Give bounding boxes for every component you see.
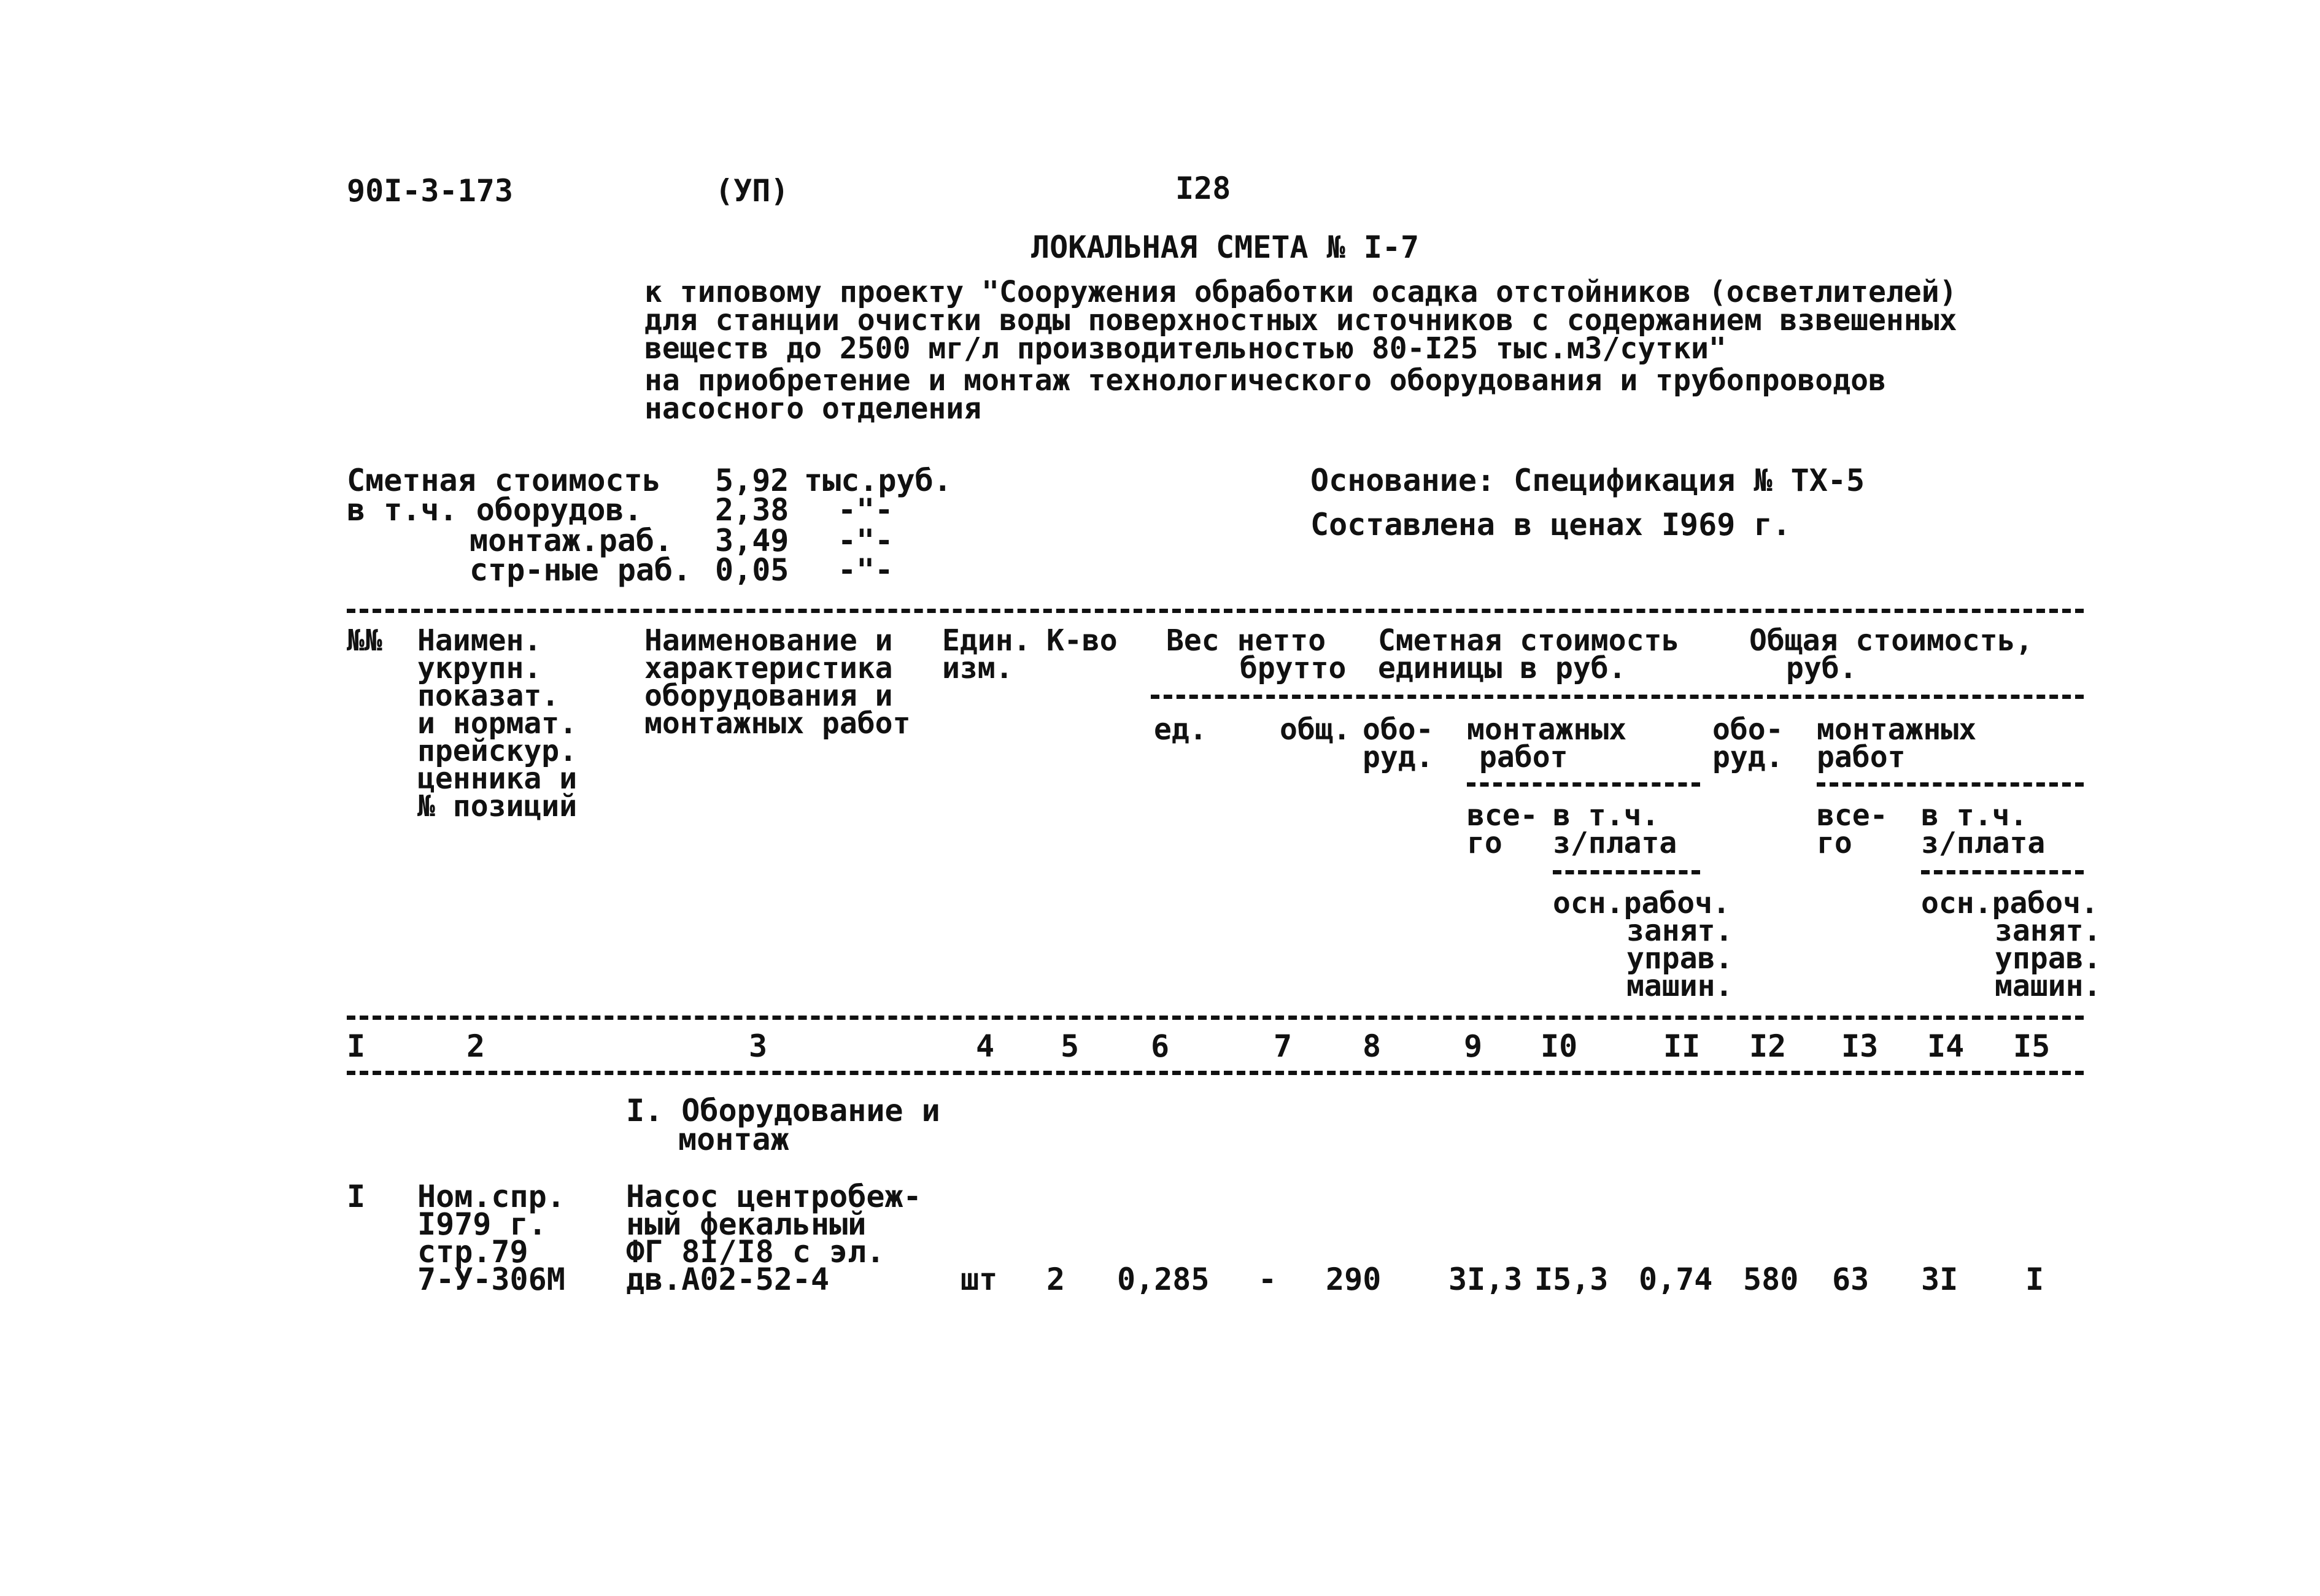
col-weight-header-line: брутто: [1240, 651, 1347, 685]
col-ref-header-line: прейскур.: [417, 734, 578, 768]
col-number: 9: [1464, 1028, 1483, 1064]
col-name-header-line: монтажных работ: [644, 706, 911, 741]
col-number: I4: [1927, 1028, 1965, 1064]
col-montage-total-header-line: работ: [1817, 740, 1906, 774]
prices-text: Составлена в ценах I969 г.: [1310, 507, 1791, 542]
col-unit-cost-header-line: единицы в руб.: [1378, 651, 1626, 685]
col-wage-unit-sub-line: осн.рабоч.: [1553, 886, 1730, 920]
col-all-unit-header-line: го: [1467, 826, 1502, 860]
cost-value: 5,92: [715, 463, 789, 498]
col-number: 3: [749, 1028, 768, 1064]
row-ref-line: I979 г.: [417, 1206, 547, 1242]
row-machine-unit: 0,74: [1639, 1262, 1713, 1297]
col-equip-total-header-line: обо-: [1712, 712, 1784, 747]
col-wage-total-sub-line: занят.: [1995, 914, 2102, 948]
col-ref-header-line: показат.: [417, 679, 560, 713]
col-all-unit-header-line: все-: [1467, 798, 1538, 833]
col-number: 6: [1151, 1028, 1170, 1064]
subtitle-line: для станции очистки воды поверхностных источников с содержанием взвешенных: [644, 303, 1957, 337]
row-equip-unit: 290: [1326, 1262, 1382, 1297]
row-qty: 2: [1046, 1262, 1065, 1297]
subtitle-line: веществ до 2500 мг/л производительностью 80-I25 тыс.м3/сутки": [644, 331, 1726, 366]
row-weight-unit: 0,285: [1117, 1262, 1210, 1297]
cost-label: Сметная стоимость: [347, 463, 661, 498]
row-number: I: [347, 1179, 366, 1214]
edition-mark: (УП): [715, 173, 789, 209]
table-top-rule: [347, 609, 2084, 613]
col-all-total-header-line: го: [1817, 826, 1852, 860]
subtitle-line: к типовому проекту "Сооружения обработки осадка отстойников (осветлителей): [644, 275, 1957, 309]
col-montage-unit-header-line: работ: [1479, 740, 1568, 774]
col-ref-header-line: № позиций: [417, 789, 578, 823]
row-name-line: Насос центробеж-: [626, 1179, 922, 1214]
col-number: I0: [1541, 1028, 1578, 1064]
col-unit-cost-header-line: Сметная стоимость: [1378, 623, 1680, 658]
cost-unit: тыс.руб.: [804, 463, 952, 498]
col-wage-total-header-line: в т.ч.: [1921, 798, 2028, 833]
row-wage-unit: I5,3: [1534, 1262, 1609, 1297]
col-numbers-rule: [347, 1071, 2084, 1075]
section-heading: монтаж: [678, 1122, 789, 1157]
col-wage-unit-sub-line: управ.: [1626, 941, 1733, 976]
col-number: I5: [2013, 1028, 2051, 1064]
col-weight-header-line: Вес нетто: [1166, 623, 1326, 658]
col-number: I2: [1749, 1028, 1787, 1064]
col-name-header-line: характеристика: [644, 651, 893, 685]
montage-value: 3,49: [715, 523, 789, 558]
header-subrule: [1921, 870, 2084, 874]
row-montage-total: 63: [1832, 1262, 1870, 1297]
col-montage-total-header-line: монтажных: [1817, 712, 1977, 747]
doc-code: 90I-3-173: [347, 173, 513, 209]
ditto-mark: -"-: [838, 523, 894, 558]
col-qty-header: К-во: [1046, 623, 1118, 658]
col-wage-total-sub-line: осн.рабоч.: [1921, 886, 2098, 920]
col-unit-header-line: Един.: [942, 623, 1031, 658]
construction-value: 0,05: [715, 552, 789, 588]
header-bottom-rule: [347, 1016, 2084, 1020]
col-wage-unit-sub-line: машин.: [1626, 969, 1733, 1003]
col-ref-header-line: Наимен.: [417, 623, 542, 658]
row-wage-total: 3I: [1921, 1262, 1958, 1297]
col-wage-unit-sub-line: занят.: [1626, 914, 1733, 948]
header-subrule: [1817, 782, 2084, 787]
col-equip-unit-header-line: обо-: [1363, 712, 1434, 747]
subtitle-line: насосного отделения: [644, 391, 982, 426]
row-ref-line: стр.79: [417, 1234, 528, 1270]
basis-text: Основание: Спецификация № ТХ-5: [1310, 463, 1865, 498]
col-ref-header-line: ценника и: [417, 761, 578, 796]
row-machine-total: I: [2025, 1262, 2044, 1297]
col-wage-unit-header-line: з/плата: [1553, 826, 1677, 860]
col-no-header: №№: [347, 623, 382, 658]
montage-label: монтаж.раб.: [470, 523, 673, 558]
col-number: 4: [976, 1028, 995, 1064]
row-ref-line: 7-У-306М: [417, 1262, 565, 1297]
page-number: I28: [1175, 171, 1231, 206]
col-wage-unit-header-line: в т.ч.: [1553, 798, 1660, 833]
col-wage-total-header-line: з/плата: [1921, 826, 2046, 860]
col-number: 7: [1274, 1028, 1293, 1064]
col-all-total-header-line: все-: [1817, 798, 1888, 833]
col-number: 8: [1363, 1028, 1382, 1064]
col-number: I: [347, 1028, 366, 1064]
col-equip-total-header-line: руд.: [1712, 740, 1784, 774]
ditto-mark: -"-: [838, 552, 894, 588]
row-name-line: ный фекальный: [626, 1206, 867, 1242]
row-unit: шт: [961, 1262, 998, 1297]
col-montage-unit-header-line: монтажных: [1467, 712, 1627, 747]
document-title: ЛОКАЛЬНАЯ СМЕТА № I-7: [1031, 229, 1420, 265]
section-heading: I. Оборудование и: [626, 1093, 940, 1128]
row-weight-total: -: [1258, 1262, 1277, 1297]
col-number: I3: [1841, 1028, 1879, 1064]
construction-label: стр-ные раб.: [470, 552, 692, 588]
row-ref-line: Ном.спр.: [417, 1179, 565, 1214]
incl-equipment-label: в т.ч. оборудов.: [347, 492, 643, 528]
col-wage-total-sub-line: машин.: [1995, 969, 2102, 1003]
row-equip-total: 580: [1743, 1262, 1799, 1297]
col-name-header-line: Наименование и: [644, 623, 893, 658]
header-subrule: [1553, 870, 1700, 874]
col-total-weight-header: общ.: [1280, 712, 1351, 747]
equipment-value: 2,38: [715, 492, 789, 528]
col-total-cost-header-line: руб.: [1786, 651, 1857, 685]
col-ref-header-line: укрупн.: [417, 651, 542, 685]
col-number: II: [1663, 1028, 1701, 1064]
col-total-cost-header-line: Общая стоимость,: [1749, 623, 2033, 658]
col-number: 5: [1061, 1028, 1080, 1064]
row-montage-unit: 3I,3: [1448, 1262, 1523, 1297]
col-wage-total-sub-line: управ.: [1995, 941, 2102, 976]
ditto-mark: -"-: [838, 492, 894, 528]
row-name-line: дв.А02-52-4: [626, 1262, 830, 1297]
col-per-unit-header: ед.: [1154, 712, 1207, 747]
row-name-line: ФГ 8I/I8 с эл.: [626, 1234, 885, 1270]
col-unit-header-line: изм.: [942, 651, 1013, 685]
col-equip-unit-header-line: руд.: [1363, 740, 1434, 774]
col-ref-header-line: и нормат.: [417, 706, 578, 741]
header-subrule: [1467, 782, 1700, 787]
col-number: 2: [466, 1028, 485, 1064]
header-subrule: [1151, 695, 2084, 699]
col-name-header-line: оборудования и: [644, 679, 893, 713]
subtitle-line: на приобретение и монтаж технологического оборудования и трубопроводов: [644, 363, 1886, 398]
